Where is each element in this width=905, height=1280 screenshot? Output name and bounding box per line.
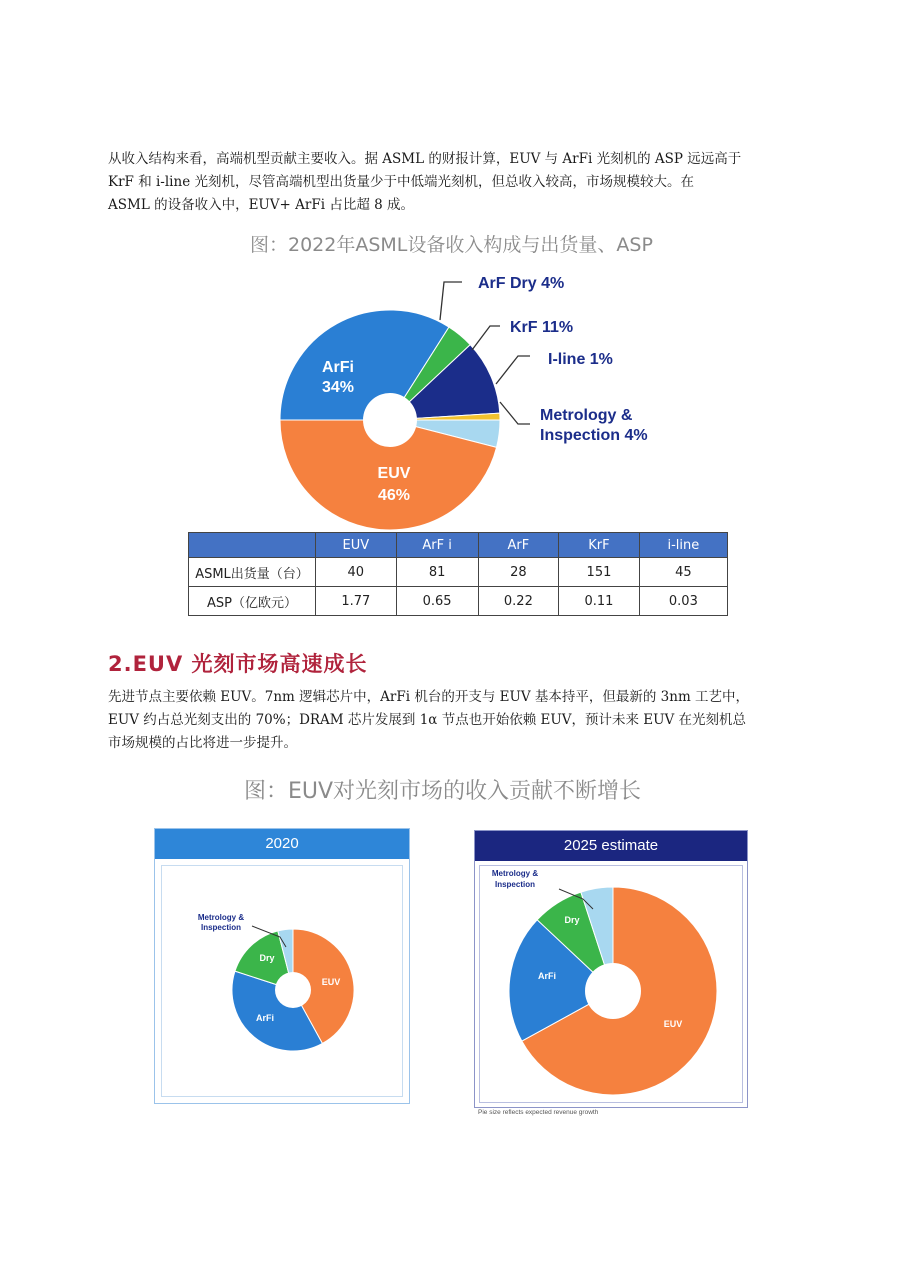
table-header-cell: EUV (316, 533, 397, 558)
pie2020-hole (275, 972, 311, 1008)
table-header-cell (189, 533, 316, 558)
shipment-asp-table (188, 532, 728, 616)
section2-line-2: EUV 约占总光刻支出的 70%；DRAM 芯片发展到 1α 节点也开始依赖 EUV，预计未来 EUV 在光刻机总 (108, 712, 747, 728)
figure1-title: 图：2022年ASML设备收入构成与出货量、ASP (250, 234, 653, 256)
table-row-label: ASP（亿欧元） (189, 587, 316, 616)
table-cell: 45 (639, 558, 727, 587)
label-arfi-1: ArFi (322, 359, 354, 376)
label-2020-metrology-1: Metrology & (197, 913, 245, 922)
leader-arfdry (440, 282, 462, 320)
panel-2025-footnote: Pie size reflects expected revenue growth (478, 1109, 599, 1116)
pie-2025-chart (475, 831, 749, 1121)
label-2020-arfi: ArFi (256, 1013, 274, 1023)
table-row (189, 558, 728, 587)
table-row-label: ASML出货量（台） (189, 558, 316, 587)
leader-krf (472, 326, 500, 350)
table-cell: 0.03 (639, 587, 727, 616)
label-2020-metrology-2: Inspection (200, 923, 242, 932)
label-2020-dry: Dry (259, 953, 275, 963)
table-cell: 0.22 (478, 587, 559, 616)
label-2025-dry: Dry (564, 915, 580, 925)
table-row (189, 587, 728, 616)
label-2025-metrology-2: Inspection (494, 880, 536, 889)
pie1-hole (363, 393, 417, 447)
panel-2025 (474, 830, 748, 1108)
label-euv-1: EUV (377, 465, 411, 482)
panel-2025-header: 2025 estimate (475, 831, 747, 861)
figure2-title: 图：EUV对光刻市场的收入贡献不断增长 (244, 779, 642, 804)
table-cell: 40 (316, 558, 397, 587)
leader-metrology (500, 402, 530, 424)
label-iline: I-line 1% (548, 351, 613, 368)
section2-line-3: 市场规模的占比将进一步提升。 (108, 735, 297, 751)
table-cell: 0.65 (396, 587, 478, 616)
pie2025-hole (585, 963, 641, 1019)
table-header-cell: ArF i (396, 533, 478, 558)
panel-2020 (154, 828, 410, 1104)
intro-line-2: KrF 和 i-line 光刻机，尽管高端机型出货量少于中低端光刻机，但总收入较高，市场规模较大。在 (108, 174, 694, 190)
table-cell: 151 (559, 558, 640, 587)
label-arfdry: ArF Dry 4% (478, 275, 565, 292)
pie-2020-chart (155, 829, 411, 1105)
label-krf: KrF 11% (510, 319, 574, 336)
label-metrology-1: Metrology & (540, 407, 633, 424)
section2-paragraph (108, 686, 798, 755)
section-heading: 2.EUV 光刻市场高速成长 (108, 652, 368, 676)
intro-paragraph (108, 148, 798, 217)
table-header-cell: KrF (559, 533, 640, 558)
intro-line-3: ASML 的设备收入中，EUV+ ArFi 占比超 8 成。 (108, 197, 415, 213)
leader-iline (496, 356, 530, 384)
table-header-cell: i-line (639, 533, 727, 558)
table-header-row (189, 533, 728, 558)
label-euv-2: 46% (377, 487, 411, 504)
table-cell: 1.77 (316, 587, 397, 616)
label-2025-arfi: ArFi (538, 971, 556, 981)
label-2020-euv: EUV (321, 977, 341, 987)
table-cell: 81 (396, 558, 478, 587)
table-cell: 28 (478, 558, 559, 587)
label-2025-metrology-1: Metrology & (491, 869, 539, 878)
label-2025-euv: EUV (663, 1019, 683, 1029)
table-cell: 0.11 (559, 587, 640, 616)
label-arfi-2: 34% (321, 379, 355, 396)
intro-line-1: 从收入结构来看，高端机型贡献主要收入。据 ASML 的财报计算，EUV 与 ArFi 光刻机的 ASP 远远高于 (108, 151, 742, 167)
label-metrology-2: Inspection 4% (540, 427, 648, 444)
section2-line-1: 先进节点主要依赖 EUV。7nm 逻辑芯片中，ArFi 机台的开支与 EUV 基本持平，但最新的 3nm 工艺中， (108, 689, 750, 705)
panel-2020-header: 2020 (155, 829, 409, 859)
figure1-pie-chart (0, 250, 905, 530)
table-header-cell: ArF (478, 533, 559, 558)
